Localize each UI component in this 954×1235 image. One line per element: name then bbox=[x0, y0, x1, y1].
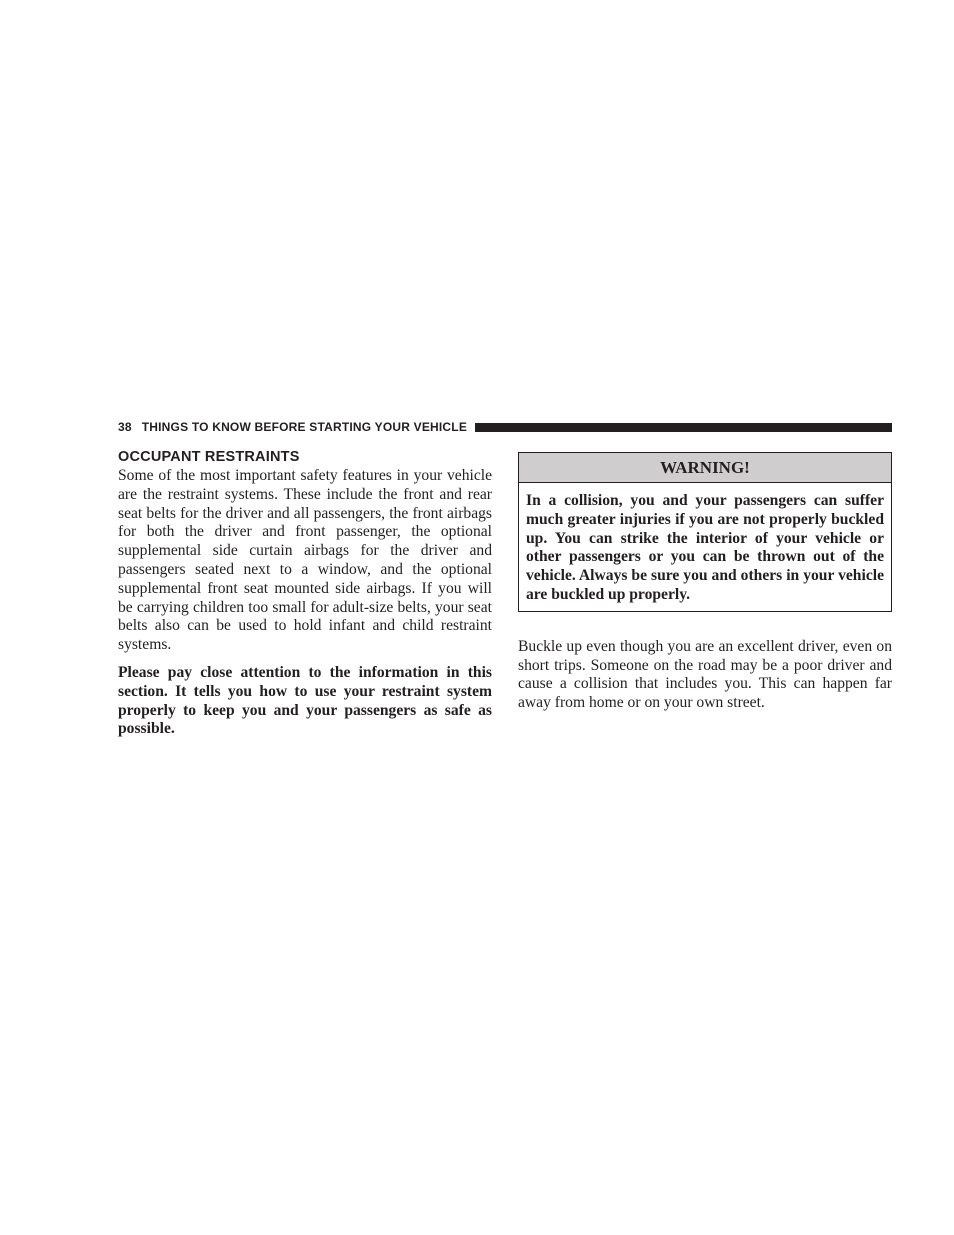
buckle-up-paragraph: Buckle up even though you are an excellent driver, even on short trips. Someone on the road may be a poor driver and cause a collision that includes you. This can happen far away from home or on your own street. bbox=[518, 637, 892, 712]
page-number: 38 bbox=[118, 420, 132, 434]
attention-paragraph: Please pay close attention to the information in this section. It tells you how to use your restraint system properly to keep you and your passengers as safe as possible. bbox=[118, 663, 492, 738]
left-column bbox=[118, 449, 492, 739]
running-header-title: THINGS TO KNOW BEFORE STARTING YOUR VEHICLE bbox=[141, 420, 468, 434]
warning-title: WARNING! bbox=[519, 453, 891, 483]
warning-text: In a collision, you and your passengers can suffer much greater injuries if you are not properly buckled up. You can strike the interior of your vehicle or other passengers or you can be thrown out of the vehicle. Always be sure you and others in your vehicle are buckled up properly. bbox=[526, 492, 884, 603]
section-heading: OCCUPANT RESTRAINTS bbox=[118, 449, 300, 465]
intro-paragraph: Some of the most important safety features in your vehicle are the restraint systems. These include the front and rear seat belts for the driver and all passengers, the front airbags for both the driver and front passenger, the optional supplemental side curtain airbags for the driver and passengers seated next to a window, and the optional supplemental front seat mounted side airbags. If you will be carrying children too small for adult-size belts, your seat belts also can be used to hold infant and child restraint systems. bbox=[118, 467, 492, 654]
right-column bbox=[518, 452, 892, 713]
header-rule bbox=[475, 423, 892, 432]
warning-box bbox=[518, 452, 892, 612]
warning-body bbox=[519, 483, 891, 611]
page-header bbox=[118, 419, 892, 435]
